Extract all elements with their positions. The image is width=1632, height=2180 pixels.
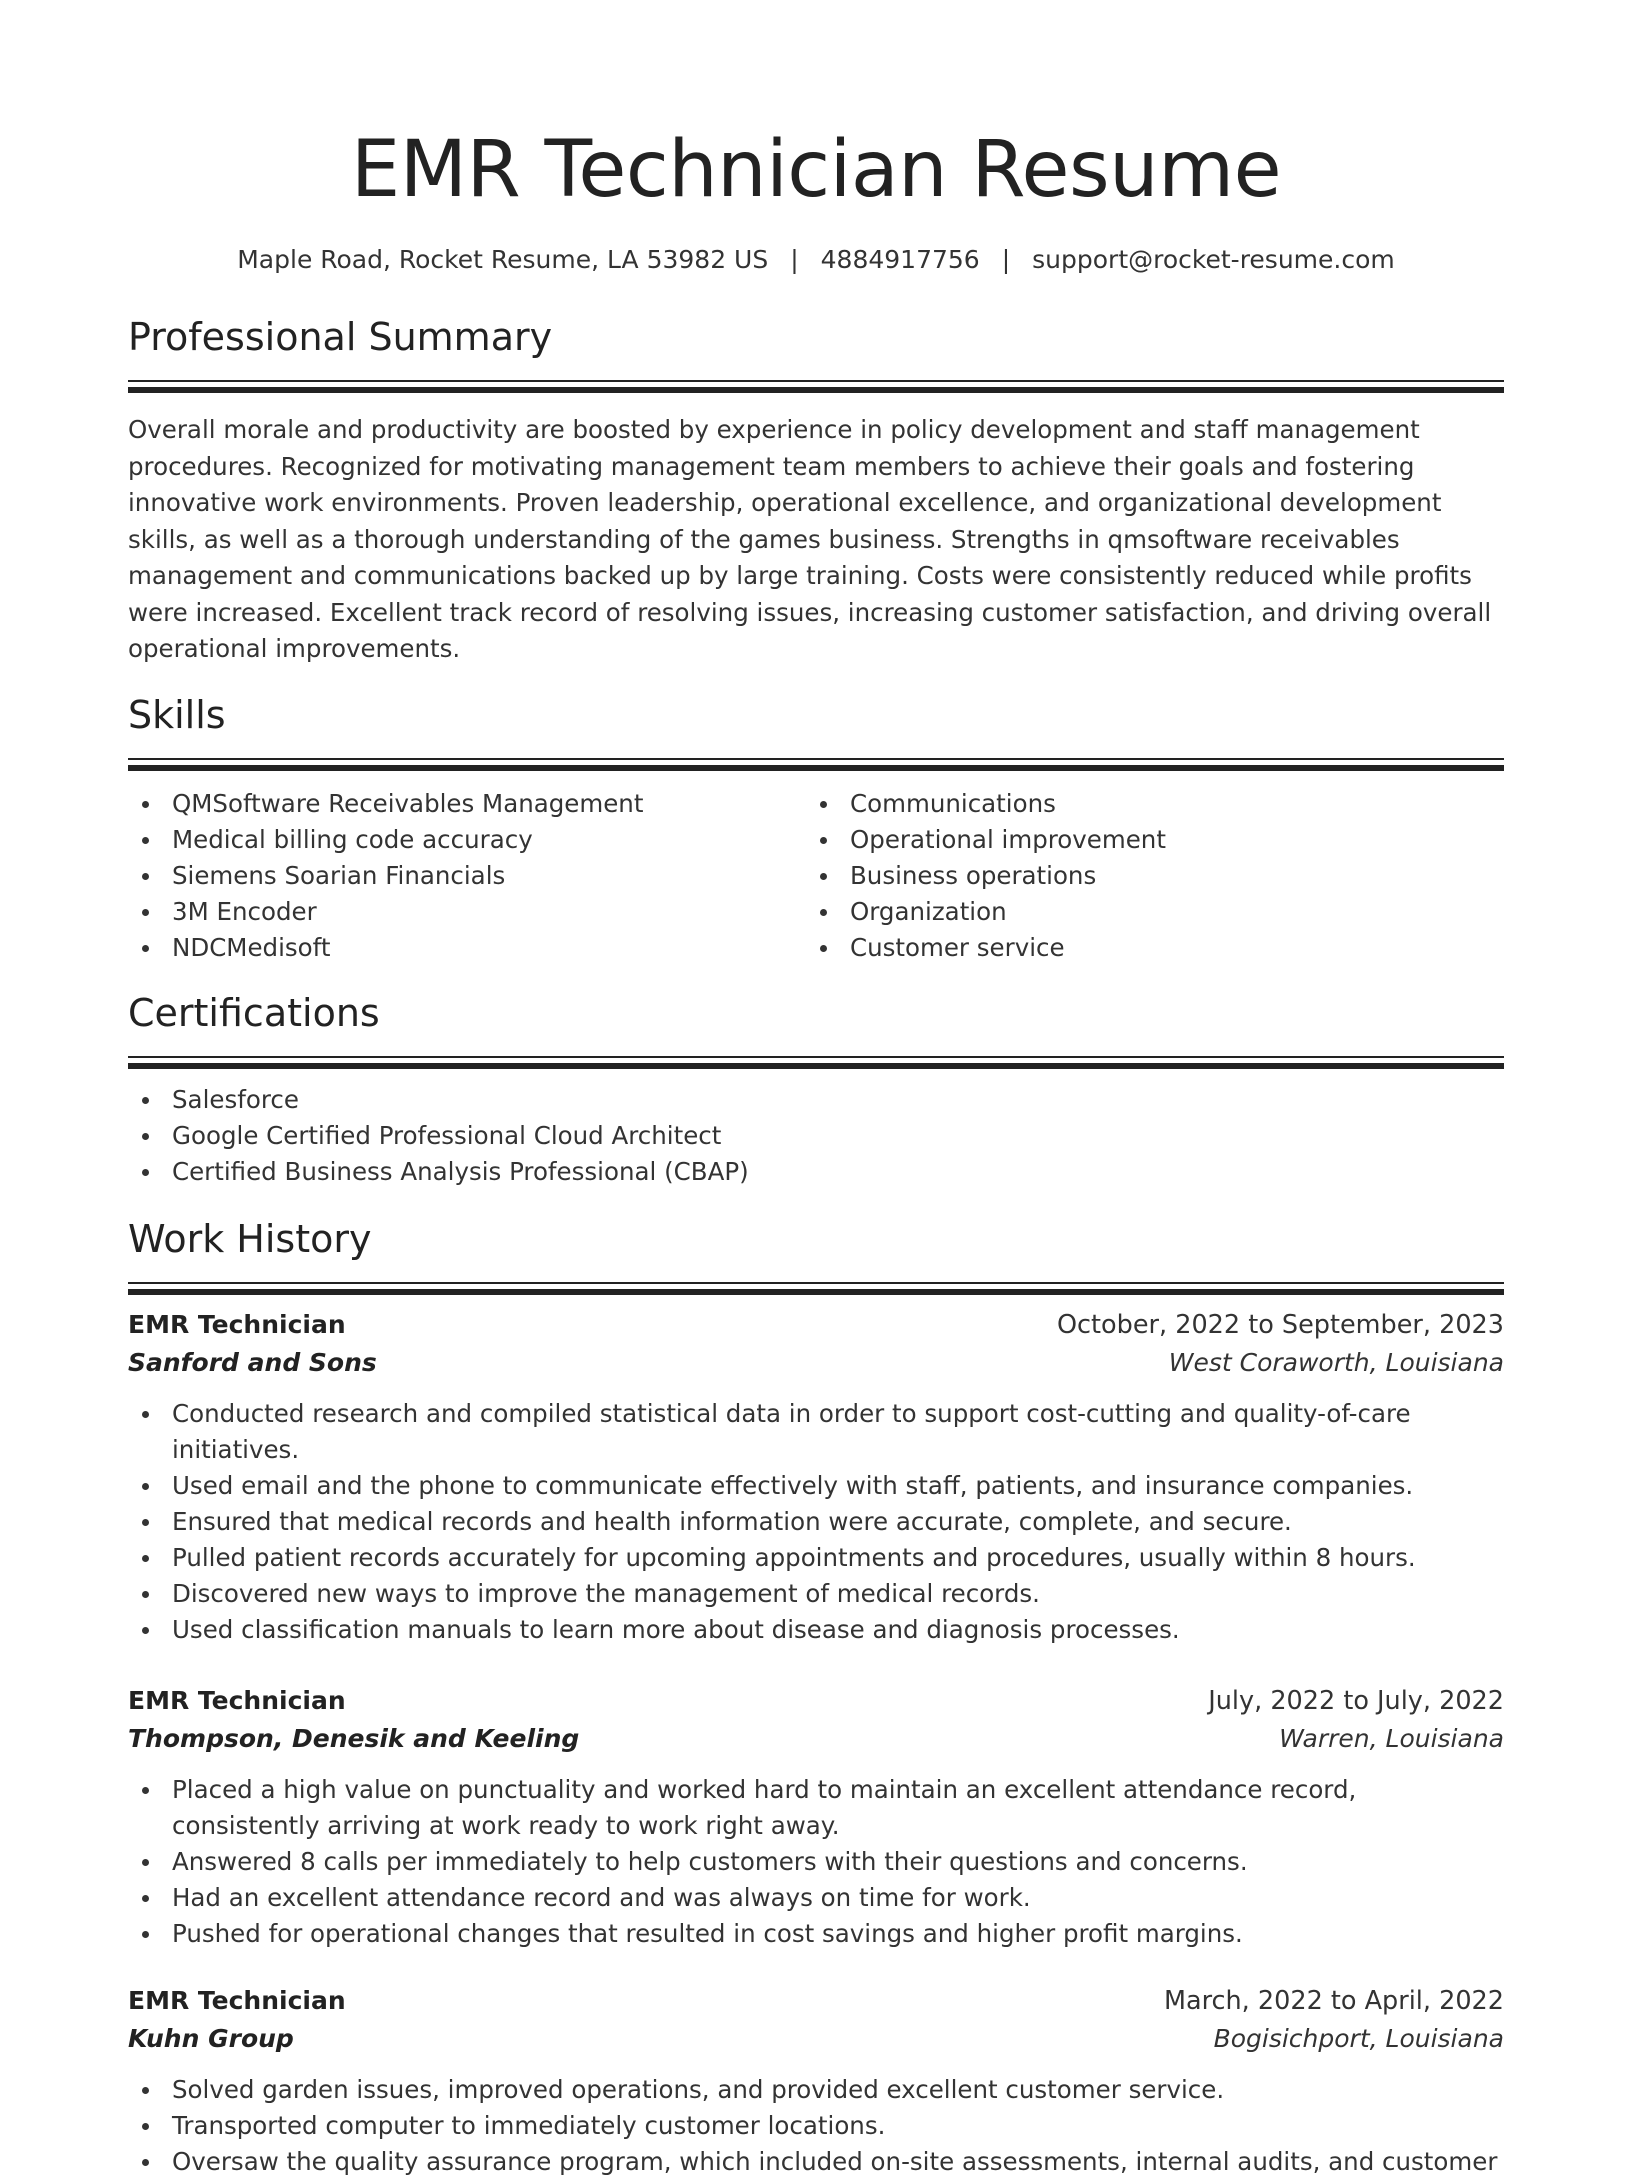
skills-section <box>128 690 1504 966</box>
contact-email: support@rocket-resume.com <box>1032 245 1395 274</box>
job-bullet: Ensured that medical records and health information were accurate, complete, and secure. <box>128 1504 1504 1540</box>
skill-item: Medical billing code accuracy <box>128 822 806 858</box>
contact-line <box>128 242 1504 278</box>
section-divider <box>128 758 1504 768</box>
contact-phone: 4884917756 <box>820 245 980 274</box>
summary-heading: Professional Summary <box>128 315 553 359</box>
certifications-list <box>128 1082 1504 1190</box>
contact-address: Maple Road, Rocket Resume, LA 53982 US <box>237 245 769 274</box>
certification-item: Certified Business Analysis Professional (CBAP) <box>128 1154 1504 1190</box>
work-heading: Work History <box>128 1216 372 1261</box>
contact-separator: | <box>1001 245 1011 274</box>
job-company-row <box>128 2020 1504 2058</box>
job-dates: October, 2022 to September, 2023 <box>1056 1309 1504 1340</box>
page-title: EMR Technician Resume <box>350 125 1282 215</box>
certifications-section <box>128 988 1504 1190</box>
skill-item: Siemens Soarian Financials <box>128 858 806 894</box>
skills-grid <box>128 786 1504 966</box>
job-bullet: Pushed for operational changes that resulted in cost savings and higher profit margins. <box>128 1916 1504 1952</box>
certification-item: Salesforce <box>128 1082 1504 1118</box>
skill-item: QMSoftware Receivables Management <box>128 786 806 822</box>
certification-item: Google Certified Professional Cloud Architect <box>128 1118 1504 1154</box>
job-list <box>128 1306 1504 2180</box>
skill-item: Customer service <box>806 930 1484 966</box>
section-divider <box>128 1282 1504 1292</box>
job-title: EMR Technician <box>128 1685 346 1715</box>
skill-item: Organization <box>806 894 1484 930</box>
job-location: Warren, Louisiana <box>1279 1723 1504 1753</box>
section-divider <box>128 380 1504 390</box>
skills-right-list <box>806 786 1484 966</box>
job-bullet: Used classification manuals to learn more about disease and diagnosis processes. <box>128 1612 1504 1648</box>
job-location: West Coraworth, Louisiana <box>1168 1347 1504 1377</box>
job-company-row <box>128 1344 1504 1382</box>
contact-separator: | <box>790 245 799 274</box>
job-header-row <box>128 1982 1504 2020</box>
job-entry <box>128 1982 1504 2180</box>
job-bullet: Solved garden issues, improved operations, and provided excellent customer service. <box>128 2072 1504 2108</box>
job-entry <box>128 1682 1504 1952</box>
section-divider <box>128 1056 1504 1066</box>
skill-item: Business operations <box>806 858 1484 894</box>
job-bullet: Had an excellent attendance record and was always on time for work. <box>128 1880 1504 1916</box>
job-title: EMR Technician <box>128 1309 346 1339</box>
resume-page <box>128 0 1504 2180</box>
job-bullet: Pulled patient records accurately for upcoming appointments and procedures, usually within 8 hours. <box>128 1540 1504 1576</box>
summary-text: Overall morale and productivity are boosted by experience in policy development and staff management procedures. Recognized for motivating management team members to achieve their goals and fostering innovative work environments. Proven leadership, operational excellence, and organizational development skills, as well as a thorough understanding of the games business. Strengths in qmsoftware receivables management and communications backed up by large training. Costs were consistently reduced while profits were increased. Excellent track record of resolving issues, increasing customer satisfaction, and driving overall operational improvements. <box>128 415 1492 663</box>
job-entry <box>128 1306 1504 1648</box>
skills-heading: Skills <box>128 692 226 737</box>
certifications-heading: Certifications <box>128 990 380 1035</box>
job-company-row <box>128 1720 1504 1758</box>
skills-left-list <box>128 786 806 966</box>
job-dates: July, 2022 to July, 2022 <box>1208 1685 1504 1716</box>
job-bullets <box>128 2072 1504 2180</box>
job-dates: March, 2022 to April, 2022 <box>1163 1985 1504 2016</box>
skill-item: NDCMedisoft <box>128 930 806 966</box>
job-bullet: Placed a high value on punctuality and worked hard to maintain an excellent attendance record, consistently arriving at work ready to work right away. <box>128 1772 1504 1844</box>
job-company: Sanford and Sons <box>128 1347 377 1377</box>
job-bullets <box>128 1396 1504 1648</box>
summary-section <box>128 312 1504 668</box>
job-bullets <box>128 1772 1504 1952</box>
work-section <box>128 1214 1504 2180</box>
job-company: Thompson, Denesik and Keeling <box>128 1723 580 1753</box>
skill-item: 3M Encoder <box>128 894 806 930</box>
job-title: EMR Technician <box>128 1985 346 2015</box>
job-bullet: Transported computer to immediately customer locations. <box>128 2108 1504 2144</box>
job-header-row <box>128 1682 1504 1720</box>
job-bullet: Oversaw the quality assurance program, which included on-site assessments, internal audits, and customer <box>128 2144 1504 2180</box>
job-bullet: Discovered new ways to improve the management of medical records. <box>128 1576 1504 1612</box>
job-bullet: Answered 8 calls per immediately to help customers with their questions and concerns. <box>128 1844 1504 1880</box>
job-company: Kuhn Group <box>128 2023 294 2053</box>
job-location: Bogisichport, Louisiana <box>1213 2023 1504 2053</box>
job-bullet: Used email and the phone to communicate effectively with staff, patients, and insurance companies. <box>128 1468 1504 1504</box>
job-header-row <box>128 1306 1504 1344</box>
skill-item: Communications <box>806 786 1484 822</box>
skill-item: Operational improvement <box>806 822 1484 858</box>
job-bullet: Conducted research and compiled statistical data in order to support cost-cutting and quality-of-care initiatives. <box>128 1396 1504 1468</box>
